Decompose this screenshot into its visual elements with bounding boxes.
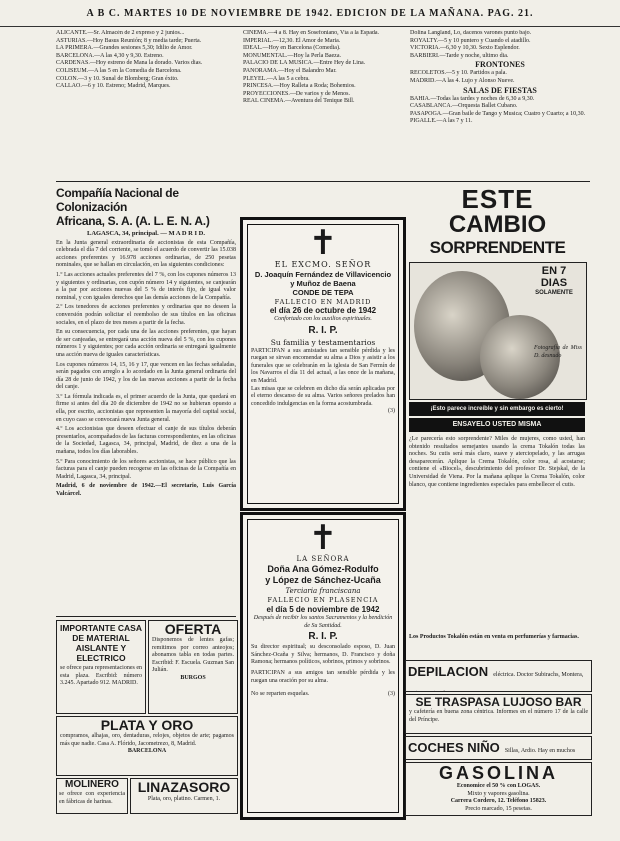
ad-depilacion	[405, 660, 592, 692]
ad-traspaso-bar	[405, 694, 592, 734]
listing-line: PIGALLE.—A las 7 y 11.	[410, 118, 473, 125]
company-paragraph: 2.º Los tenedores de acciones preferentes y ordinarias que no deseen la conversión podrán solicitar el reembolso de sus títulos en las oficinas sociales, en el plazo de tres meses a partir de la fecha.	[56, 304, 236, 326]
divider	[56, 181, 590, 182]
listing-line: IDEAL.—Hoy en Barcelona (Comedia).	[243, 45, 341, 52]
cross-icon: ✝	[308, 223, 338, 263]
divider	[56, 616, 236, 617]
obit-body: PARTICIPAN a sus amistades tan sensible pérdida y les ruegan se sirvan encomendar su alma a Dios y asistir a los funerales que se celebrarán en la iglesia de San Fermín de los Navarros el día 11 del actual, a las once de la mañana, en Madrid.	[251, 347, 395, 384]
company-title: Compañía Nacional de Colonización	[56, 186, 179, 214]
listing-line: IMPERIAL.—12,30. El Amor de Maria.	[243, 37, 341, 44]
obituary-conde-tepa	[240, 217, 406, 511]
company-paragraph: En su consecuencia, por cada una de las acciones preferentes, que hayan de ser canjeadas, se entregará una acción nueva del 5 %, con los cupones números 1 y siguientes; por cada acción ordinaria se entregará igualmente una acción nueva de iguales características.	[56, 329, 236, 358]
ad-text: se ofrece con experiencia en fábricas de harinas.	[59, 791, 125, 805]
ad-text: Precio marcado, 15 pesetas.	[465, 805, 532, 812]
badge-line: EN 7	[541, 265, 567, 277]
top-mid-listings	[243, 30, 403, 178]
obit-name: Doña Ana Gómez-Rodulfo	[267, 564, 379, 574]
obit-participan: PARTICIPAN a sus amigos tan sensible pérdida y les ruegan una oración por su alma.	[251, 669, 395, 684]
ad-linazasoro	[130, 778, 238, 814]
ad-gasolina	[405, 762, 592, 816]
company-paragraph: 1.º Las acciones actuales preferentes del 7 %, con los cupones números 13 y siguientes y ordinarias, con cupón número 14 y siguientes, se canjearán a la par por acciones nuevas del 5 % de interés fijo, de igual valor nominal, y con iguales derechos que las demás acciones de la Compañía.	[56, 271, 236, 301]
ad-text: Disponemos de lentes gafas; remitimos por correo anteojos; abonamos tabla en todas partes. Escribid: F. Escuela. Guzman San Julián.	[152, 637, 234, 674]
listing-line: PANORAMA.—Hoy el Balandro Mar.	[243, 67, 337, 74]
ad-title: IMPORTANTE CASA DE MATERIAL AISLANTE Y ELECTRICO	[59, 623, 142, 663]
listing-line: PROYECCIONES.—De varios y de Menos.	[243, 90, 350, 97]
section-heading: FRONTONES	[475, 60, 525, 70]
listing-line: BARBIERI.—Tarde y noche, ultimo dia.	[410, 52, 509, 59]
ad-photo	[409, 262, 587, 400]
listing-line: COLISEUM.—A las 5 en la Comedia de Barcelona.	[56, 67, 182, 74]
ad-city: BURGOS	[180, 674, 206, 681]
ad-coches-nino	[405, 736, 592, 760]
ad-text: Carrera Cordero, 12. Teléfono 15823.	[450, 798, 547, 805]
ad-text: y cafetería en buena zona céntrica. Informes en el número 17 de la calle del Príncipe.	[409, 709, 588, 723]
badge-line: SOLAMENTE	[535, 290, 573, 296]
ad-footer: Los Productos Tokalón están en venta en perfumerías y farmacias.	[409, 634, 579, 640]
company-footer: Madrid, 6 de noviembre de 1942.—El secretario, Luis García Valcárcel.	[56, 483, 236, 497]
tokalon-advert	[405, 186, 590, 656]
top-left-listings	[56, 30, 238, 178]
listing-line: PLEYEL.—A las 5 a cebra.	[243, 75, 310, 82]
obit-family: Su familia y testamentarios	[270, 337, 376, 347]
listing-line: RECOLETOS.—5 y 10. Partidos a pala.	[410, 70, 507, 77]
listing-line: ROYALTY.—5 y 10 puntero y Cuando el atadillo.	[410, 37, 531, 44]
company-address: LAGASCA, 34, principal. — M A D R I D.	[87, 230, 205, 237]
obit-sacraments: Confortado con los auxilios espirituales.	[274, 316, 372, 322]
page-header	[0, 0, 620, 27]
obit-note: No se reparten esquelas.	[251, 691, 310, 698]
obituary-ana-gomez	[240, 512, 406, 820]
obit-number: (3)	[388, 691, 395, 698]
obit-extra: Las misas que se celebren en dicho día serán aplicadas por el eterno descanso de su alma. Varios señores prelados han concedido indulgencias en la forma acostumbrada.	[251, 385, 395, 407]
ad-text: Mixto y vapores gasolina.	[467, 790, 530, 797]
photo-caption: Fotografía de Miss D. desnudo	[534, 345, 582, 359]
ad-title: OFERTA	[164, 621, 222, 637]
company-paragraph: En la Junta general extraordinaria de accionistas de esta Compañía, celebrada el día 7 del corriente, se tomó el acuerdo de convertir las 15.038 acciones preferentes y 16.978 acciones ordinarias, de 250 pesetas nominales, que se hallan en circulación, en las siguientes condiciones:	[56, 239, 236, 269]
obit-date: el día 5 de noviembre de 1942	[266, 605, 380, 614]
listing-line: Dolina Langland, Lo, dacenos varones punto bajo.	[410, 30, 532, 36]
cross-icon: ✝	[308, 518, 338, 558]
listing-line: CARDENAS.—Hoy estreno de Mana la dorado. Varios dias.	[56, 60, 203, 67]
ad-text: compramos, alhajas, oro, dentaduras, relojes, objetos de arte; pagamos más que nadie. Casa A. Flórido, Jacometrezo, 8, Madrid.	[60, 733, 234, 747]
ad-headline: ESTE	[461, 186, 534, 214]
ad-city: BARCELONA	[127, 748, 167, 755]
listing-line: PRINCESA.—Hoy Ralleta a Roda; Bohemios.	[243, 83, 356, 90]
ad-headline: SORPRENDENTE	[429, 238, 566, 257]
listing-line: PALACIO DE LA MUSICA.—Entre Hey de Lina.	[243, 60, 366, 67]
ad-headline: CAMBIO	[448, 211, 547, 238]
banner-text: ENSAYELO USTED MISMA	[452, 421, 542, 428]
section-heading: SALAS DE FIESTAS	[463, 85, 537, 95]
obit-name: D. Joaquín Fernández de Villavicencio	[254, 270, 392, 279]
obit-intro: LA SEÑORA	[296, 555, 350, 563]
listing-line: LA PRIMERA.—Grandes sesiones 5,30; Idilio de Amor.	[56, 45, 193, 52]
listing-line: PASAPOGA.—Gran baile de Tango y Musica; Cuatro y Cuarto; a 10,30.	[410, 110, 586, 117]
obit-body: Su director espiritual; su desconsolado esposo, D. Juan Sánchez-Ocaña y Silva; hermanos, D. Francisco y doña Ramona; hermanos políticos, sobrinos, primos y sobrinos.	[251, 644, 395, 666]
ad-body: ¿Le parecería esto sorprendente? Miles de mujeres, como usted, han obtenido resultados semejantes usando la crema Tokalón todas las noches. Su cutis será más claro, suave y aterciopelado, y las arrugas desaparecerán. Aplique la Crema Tokalón, color rosa, al acostarse; contiene el «Biocel», descubrimiento del profesor Dr. Stejskal, de la Universidad de Viena. Por la mañana aplique la Crema Tokalón, color blanco, que contiene ingredientes especiales para embellecer el cutis.	[409, 436, 585, 488]
obit-rip: R. I. P.	[308, 324, 338, 336]
header-text: A B C. MARTES 10 DE NOVIEMBRE DE 1942. EDICION DE LA MAÑANA. PAG. 21.	[86, 7, 534, 19]
obit-number: (3)	[388, 408, 395, 415]
listing-line: MADRID.—A las 4. Lujo y Alonso Nueve.	[410, 77, 515, 84]
obit-name: y López de Sánchez-Ucaña	[265, 575, 381, 585]
ad-title: SE TRASPASA LUJOSO BAR	[415, 695, 582, 709]
obit-died: FALLECIO EN MADRID	[274, 298, 372, 306]
obit-died: FALLECIO EN PLASENCIA	[267, 596, 379, 604]
ad-text: Economice el 50 % con LOGAS.	[456, 783, 541, 789]
company-paragraph: 4.º Los accionistas que deseen efectuar el canje de sus títulos deberán presentarlos, acompañados de las facturas correspondientes, en las oficinas de la Sociedad, Lagasca, 34, principal, Madrid, de diez a una de la mañana, todos los días laborables.	[56, 426, 236, 456]
ad-title: MOLINERO	[65, 779, 119, 790]
ad-molinero	[56, 778, 128, 814]
listing-line: CALLAO.—6 y 10. Estreno; Madrid, Marques.	[56, 83, 171, 90]
ad-title: DEPILACION	[408, 664, 489, 679]
obit-title: CONDE DE TEPA	[292, 288, 354, 297]
ad-material-electrico	[56, 620, 146, 714]
ad-text: Sillas, Ardio. Hay en muchos	[504, 748, 576, 754]
ad-text: se ofrece para representaciones en esta plaza. Escribid: número 3.245. Apartado 912. MADRID.	[60, 665, 142, 687]
listing-line: ASTURIAS.—Hoy Basus Reunión; 8 y media tarde; Puerta.	[56, 37, 202, 44]
top-right-listings	[410, 30, 590, 180]
listing-line: VICTORIA.—6,30 y 10,30. Sexto Esplendor.	[410, 45, 520, 52]
ad-oferta	[148, 620, 238, 714]
badge-line: DIAS	[540, 277, 568, 289]
ad-banner	[409, 402, 585, 416]
obit-title: Terciaria franciscana	[285, 587, 361, 595]
company-paragraph: 3.º La fórmula indicada es, el primer acuerdo de la Junta, que quedará en firme si antes del día 20 de diciembre de 1942 no se hubieran opuesto a ella, por escrito, accionistas que representen la mayoría del capital social, en cuyo caso se convocará nueva Junta general.	[56, 393, 236, 423]
ad-text: Plata, oro, platino. Carmen, 1.	[147, 796, 221, 802]
ad-title: GASOLINA	[438, 763, 558, 783]
listing-line: MONUMENTAL.—Hoy la Perla Baeza.	[243, 52, 341, 59]
listing-line: ALICANTE.—Sr. Almacén de 2 expreso y 2 junios...	[56, 30, 185, 36]
company-paragraph: Los cupones números 14, 15, 16 y 17, que vencen en las fechas señaladas, serán pagados con arreglo a lo acordado en la Junta general ordinaria del día 28 de junio de 1942, y los de las nuevas acciones a partir de la fecha del canje.	[56, 361, 236, 391]
obit-sacraments: Después de recibir los santos Sacramentos y la bendición de Su Santidad.	[253, 615, 393, 629]
obit-date: el día 26 de octubre de 1942	[269, 306, 377, 315]
ad-title: LINAZASORO	[137, 779, 231, 795]
ad-banner	[409, 418, 585, 432]
listing-line: CINEMA.—4 a 8. Hay en Sosefoniano, Vía a la Espada.	[243, 30, 380, 36]
ad-title: COCHES NIÑO	[408, 740, 500, 755]
banner-text: ¡Esto parece increíble y sin embargo es cierto!	[430, 406, 564, 412]
company-paragraph: 5.º Para conocimiento de los señores accionistas, se hace público que las facturas para el canje pueden recogerse en las oficinas de la Compañía en Madrid, Lagasca, 34, principal.	[56, 458, 236, 480]
obit-intro: EL EXCMO. SEÑOR	[274, 260, 372, 269]
listing-line: BAHIA.—Todas las tardes y noches de 6,30 a 9,30.	[410, 95, 535, 102]
company-notice	[56, 186, 236, 614]
listing-line: COLON.—3 y 10. Sunal de Blomberg; Gran éxito.	[56, 75, 179, 82]
listing-line: REAL CINEMA.—Aventura del Tenique Bill.	[243, 98, 355, 105]
obit-name: y Muñoz de Baena	[290, 279, 356, 288]
ad-title: PLATA Y ORO	[100, 717, 194, 733]
ad-plata-oro	[56, 716, 238, 776]
listing-line: BARCELONA.—A las 4,30 y 9,30. Estreno.	[56, 52, 164, 59]
ad-text: eléctrica. Doctor Subirachs, Montera,	[493, 672, 584, 678]
listing-line: CASABLANCA.—Orquesta Ballet Cubano.	[410, 103, 518, 110]
company-subtitle: Africana, S. A. (A. L. E. N. A.)	[56, 214, 210, 228]
obit-rip: R. I. P.	[308, 631, 338, 643]
